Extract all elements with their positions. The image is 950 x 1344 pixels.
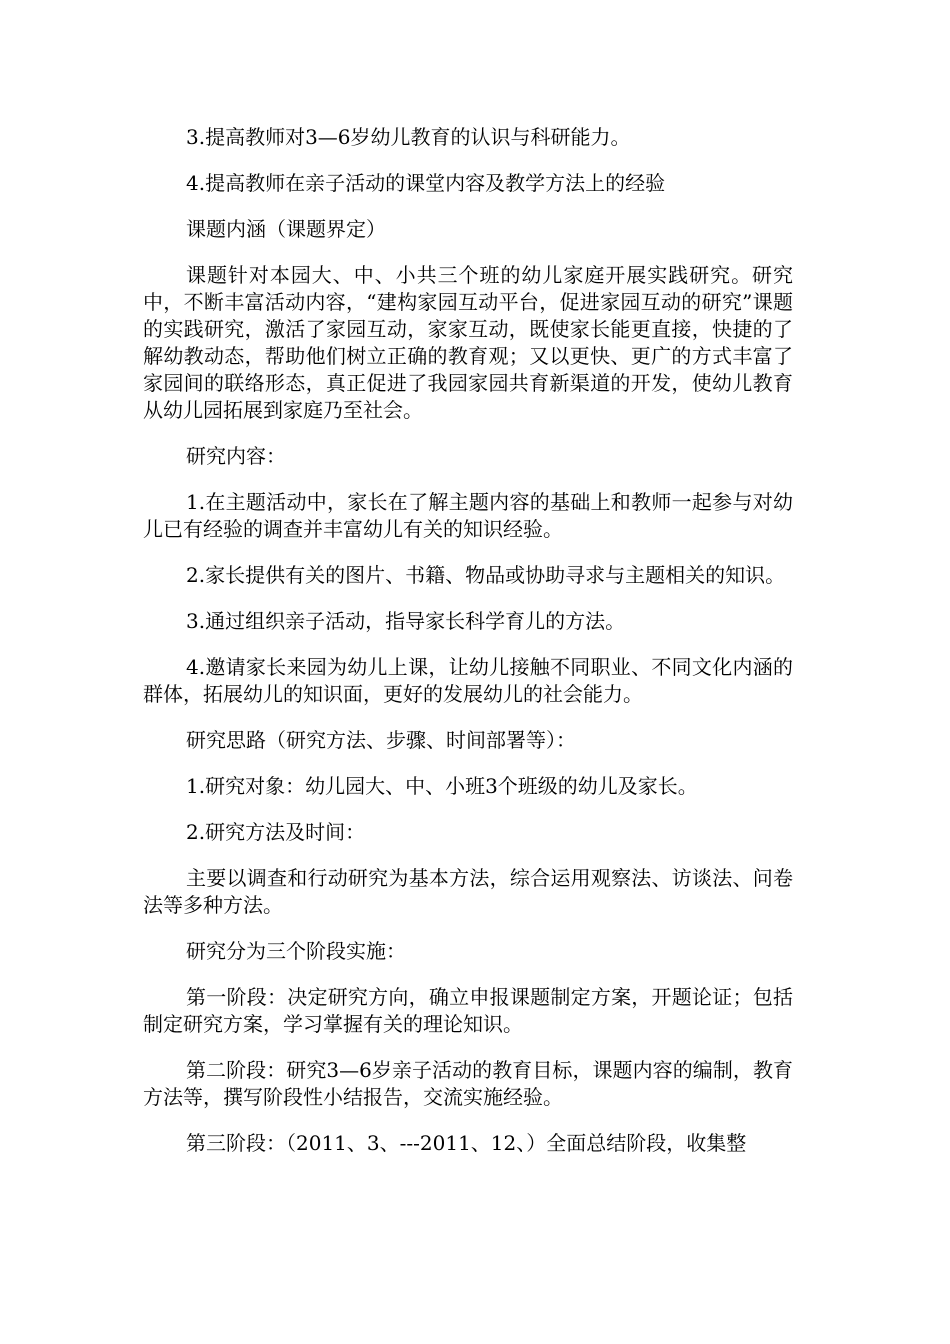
research-content-item-4: 4.邀请家长来园为幼儿上课，让幼儿接触不同职业、不同文化内涵的群体，拓展幼儿的知识面，更好的发展幼儿的社会能力。 xyxy=(143,655,793,706)
research-method-heading: 2.研究方法及时间： xyxy=(186,820,366,844)
research-method-paragraph: 主要以调查和行动研究为基本方法，综合运用观察法、访谈法、问卷法等多种方法。 xyxy=(143,866,793,917)
phases-intro: 研究分为三个阶段实施： xyxy=(186,939,406,963)
phase-three: 第三阶段：（2011、3、---2011、12、）全面总结阶段，收集整 xyxy=(186,1131,747,1155)
goal-item-3: 3.提高教师对3—6岁幼儿教育的认识与科研能力。 xyxy=(186,125,631,149)
document-body xyxy=(143,124,793,1176)
research-subject: 1.研究对象：幼儿园大、中、小班3个班级的幼儿及家长。 xyxy=(186,774,698,798)
connotation-paragraph: 课题针对本园大、中、小共三个班的幼儿家庭开展实践研究。研究中，不断丰富活动内容，“建构家园互动平台，促进家园互动的研究”课题的实践研究，激活了家园互动，家家互动，既使家长能更直接，快捷的了解幼教动态，帮助他们树立正确的教育观；又以更快、更广的方式丰富了家园间的联络形态，真正促进了我园家园共育新渠道的开发，使幼儿教育从幼儿园拓展到家庭乃至社会。 xyxy=(143,263,793,422)
research-content-item-3: 3.通过组织亲子活动，指导家长科学育儿的方法。 xyxy=(186,609,626,633)
phase-one: 第一阶段：决定研究方向，确立申报课题制定方案，开题论证；包括制定研究方案，学习掌握有关的理论知识。 xyxy=(143,985,793,1036)
goal-item-4: 4.提高教师在亲子活动的课堂内容及教学方法上的经验 xyxy=(186,171,666,195)
section-heading-research-approach: 研究思路（研究方法、步骤、时间部署等）： xyxy=(186,728,576,752)
section-heading-research-content: 研究内容： xyxy=(186,444,286,468)
phase-two: 第二阶段：研究3—6岁亲子活动的教育目标，课题内容的编制，教育方法等，撰写阶段性小结报告，交流实施经验。 xyxy=(143,1058,793,1109)
section-heading-connotation: 课题内涵（课题界定） xyxy=(186,217,386,241)
research-content-item-1: 1.在主题活动中，家长在了解主题内容的基础上和教师一起参与对幼儿已有经验的调查并丰富幼儿有关的知识经验。 xyxy=(143,490,793,541)
research-content-item-2: 2.家长提供有关的图片、书籍、物品或协助寻求与主题相关的知识。 xyxy=(186,563,786,587)
